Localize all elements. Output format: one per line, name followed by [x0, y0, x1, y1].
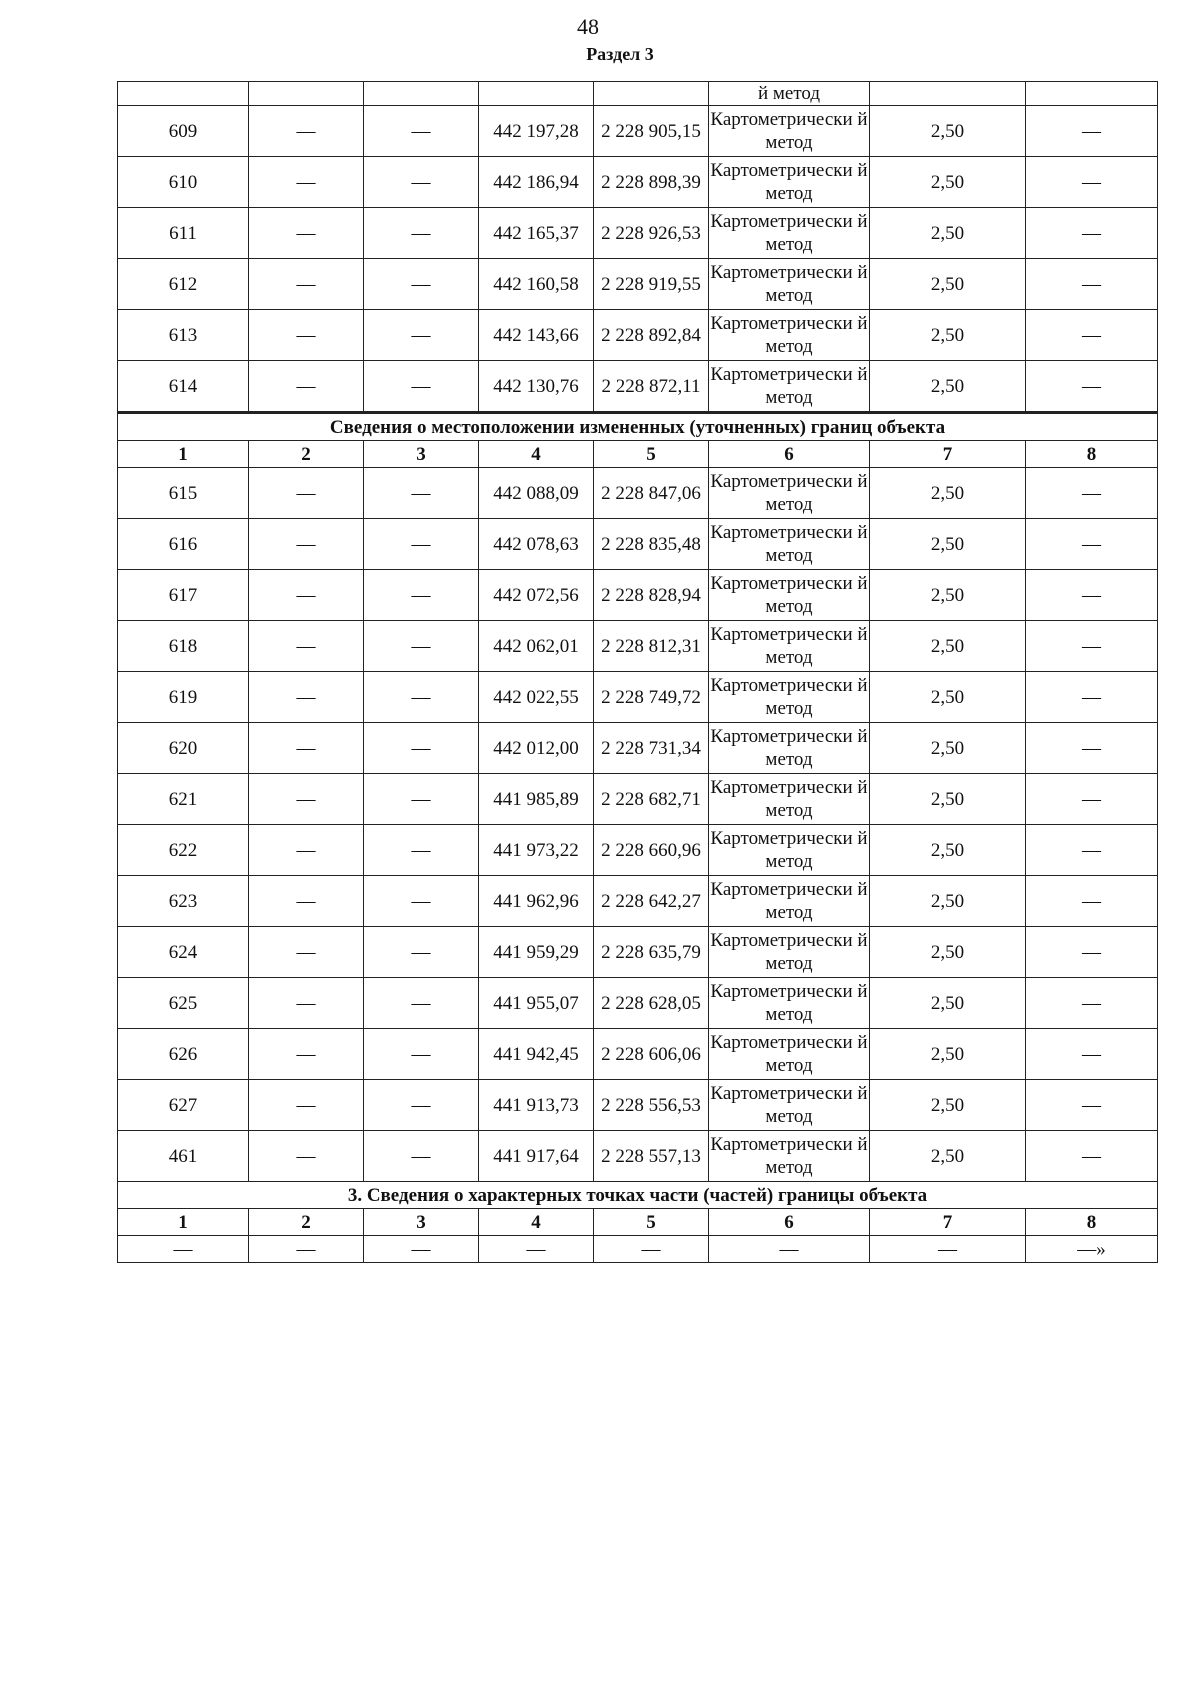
x-coordinate-cell: 442 088,09 — [479, 468, 594, 519]
column-number-cell: 8 — [1026, 1209, 1158, 1236]
y-coordinate-cell: 2 228 847,06 — [594, 468, 709, 519]
y-coordinate-cell: 2 228 557,13 — [594, 1131, 709, 1182]
y-coordinate-cell: 2 228 749,72 — [594, 672, 709, 723]
col-3-cell: — — [364, 259, 479, 310]
y-coordinate-cell: 2 228 628,05 — [594, 978, 709, 1029]
table-row — [118, 361, 1158, 413]
method-cell: Картометрически й метод — [709, 259, 870, 310]
accuracy-cell: 2,50 — [870, 621, 1026, 672]
table-row — [118, 570, 1158, 621]
column-number-cell: 6 — [709, 1209, 870, 1236]
col-8-cell: — — [1026, 468, 1158, 519]
y-coordinate-cell: 2 228 892,84 — [594, 310, 709, 361]
col-2-cell: — — [249, 570, 364, 621]
x-coordinate-cell: 441 942,45 — [479, 1029, 594, 1080]
accuracy-cell: 2,50 — [870, 208, 1026, 259]
method-cell: Картометрически й метод — [709, 1029, 870, 1080]
col-8-cell: — — [1026, 310, 1158, 361]
x-coordinate-cell: 441 985,89 — [479, 774, 594, 825]
column-number-row — [118, 441, 1158, 468]
accuracy-cell: 2,50 — [870, 927, 1026, 978]
x-coordinate-cell: 442 143,66 — [479, 310, 594, 361]
x-coordinate-cell: 441 973,22 — [479, 825, 594, 876]
table-row — [118, 310, 1158, 361]
x-coordinate-cell: 442 130,76 — [479, 361, 594, 413]
point-number-cell: 610 — [118, 157, 249, 208]
table-row — [118, 1080, 1158, 1131]
accuracy-cell: 2,50 — [870, 1080, 1026, 1131]
table-row — [118, 876, 1158, 927]
col-3-cell: — — [364, 1080, 479, 1131]
y-coordinate-cell: 2 228 898,39 — [594, 157, 709, 208]
table-row — [118, 672, 1158, 723]
col-2-cell: — — [249, 927, 364, 978]
point-number-cell: 609 — [118, 106, 249, 157]
section-heading: Сведения о местоположении измененных (уточненных) границ объекта — [118, 413, 1158, 441]
y-coordinate-cell: 2 228 606,06 — [594, 1029, 709, 1080]
point-number-cell: 621 — [118, 774, 249, 825]
table-row — [118, 978, 1158, 1029]
accuracy-cell — [870, 82, 1026, 106]
table-row — [118, 106, 1158, 157]
method-cell: Картометрически й метод — [709, 157, 870, 208]
col-2-cell: — — [249, 1236, 364, 1263]
point-number-cell — [118, 82, 249, 106]
col-2-cell: — — [249, 1080, 364, 1131]
col-3-cell: — — [364, 468, 479, 519]
method-cell: — — [709, 1236, 870, 1263]
table-row — [118, 208, 1158, 259]
y-coordinate-cell: 2 228 556,53 — [594, 1080, 709, 1131]
accuracy-cell: 2,50 — [870, 361, 1026, 413]
x-coordinate-cell: — — [479, 1236, 594, 1263]
method-cell: Картометрически й метод — [709, 774, 870, 825]
x-coordinate-cell: 442 197,28 — [479, 106, 594, 157]
col-2-cell: — — [249, 519, 364, 570]
x-coordinate-cell: 442 022,55 — [479, 672, 594, 723]
col-8-cell: — — [1026, 106, 1158, 157]
x-coordinate-cell: 442 186,94 — [479, 157, 594, 208]
point-number-cell: 611 — [118, 208, 249, 259]
column-number-cell: 3 — [364, 1209, 479, 1236]
table-row — [118, 82, 1158, 106]
col-3-cell: — — [364, 1236, 479, 1263]
column-number-cell: 4 — [479, 441, 594, 468]
method-cell: Картометрически й метод — [709, 978, 870, 1029]
col-2-cell: — — [249, 259, 364, 310]
y-coordinate-cell: — — [594, 1236, 709, 1263]
accuracy-cell: 2,50 — [870, 259, 1026, 310]
y-coordinate-cell: 2 228 642,27 — [594, 876, 709, 927]
y-coordinate-cell: 2 228 812,31 — [594, 621, 709, 672]
column-number-cell: 1 — [118, 441, 249, 468]
table-row — [118, 1236, 1158, 1263]
point-number-cell: 614 — [118, 361, 249, 413]
table-body — [118, 82, 1158, 1263]
col-2-cell: — — [249, 361, 364, 413]
column-number-cell: 3 — [364, 441, 479, 468]
col-8-cell: — — [1026, 361, 1158, 413]
col-3-cell: — — [364, 570, 479, 621]
y-coordinate-cell: 2 228 828,94 — [594, 570, 709, 621]
col-2-cell: — — [249, 876, 364, 927]
x-coordinate-cell: 442 012,00 — [479, 723, 594, 774]
col-2-cell: — — [249, 310, 364, 361]
col-3-cell: — — [364, 621, 479, 672]
col-2-cell: — — [249, 106, 364, 157]
table-row — [118, 774, 1158, 825]
table-row — [118, 723, 1158, 774]
column-number-cell: 2 — [249, 1209, 364, 1236]
col-3-cell: — — [364, 774, 479, 825]
method-cell: Картометрически й метод — [709, 723, 870, 774]
col-2-cell: — — [249, 825, 364, 876]
y-coordinate-cell: 2 228 835,48 — [594, 519, 709, 570]
col-3-cell: — — [364, 519, 479, 570]
col-2-cell: — — [249, 723, 364, 774]
col-2-cell: — — [249, 672, 364, 723]
table-row — [118, 259, 1158, 310]
accuracy-cell: 2,50 — [870, 825, 1026, 876]
col-3-cell — [364, 82, 479, 106]
method-cell: Картометрически й метод — [709, 1131, 870, 1182]
point-number-cell: 620 — [118, 723, 249, 774]
point-number-cell: 618 — [118, 621, 249, 672]
x-coordinate-cell: 442 072,56 — [479, 570, 594, 621]
col-8-cell: — — [1026, 259, 1158, 310]
y-coordinate-cell: 2 228 872,11 — [594, 361, 709, 413]
table-row — [118, 825, 1158, 876]
col-2-cell: — — [249, 1029, 364, 1080]
col-3-cell: — — [364, 1029, 479, 1080]
accuracy-cell: 2,50 — [870, 672, 1026, 723]
y-coordinate-cell — [594, 82, 709, 106]
col-8-cell: — — [1026, 208, 1158, 259]
col-3-cell: — — [364, 310, 479, 361]
col-8-cell: — — [1026, 876, 1158, 927]
col-2-cell: — — [249, 157, 364, 208]
col-2-cell: — — [249, 1131, 364, 1182]
accuracy-cell: 2,50 — [870, 468, 1026, 519]
col-3-cell: — — [364, 825, 479, 876]
col-3-cell: — — [364, 927, 479, 978]
section-heading-row — [118, 1182, 1158, 1209]
col-8-cell: — — [1026, 570, 1158, 621]
x-coordinate-cell: 441 913,73 — [479, 1080, 594, 1131]
accuracy-cell: 2,50 — [870, 774, 1026, 825]
table-row — [118, 1029, 1158, 1080]
x-coordinate-cell: 441 959,29 — [479, 927, 594, 978]
col-8-cell: — — [1026, 621, 1158, 672]
point-number-cell: 619 — [118, 672, 249, 723]
col-8-cell: — — [1026, 1131, 1158, 1182]
point-number-cell: 625 — [118, 978, 249, 1029]
method-cell: Картометрически й метод — [709, 876, 870, 927]
y-coordinate-cell: 2 228 682,71 — [594, 774, 709, 825]
col-2-cell: — — [249, 978, 364, 1029]
accuracy-cell: 2,50 — [870, 310, 1026, 361]
x-coordinate-cell: 441 962,96 — [479, 876, 594, 927]
column-number-cell: 5 — [594, 441, 709, 468]
col-8-cell: — — [1026, 723, 1158, 774]
col-8-cell: — — [1026, 978, 1158, 1029]
col-2-cell: — — [249, 621, 364, 672]
accuracy-cell: 2,50 — [870, 157, 1026, 208]
column-number-cell: 1 — [118, 1209, 249, 1236]
table-row — [118, 1131, 1158, 1182]
column-number-cell: 8 — [1026, 441, 1158, 468]
accuracy-cell: 2,50 — [870, 106, 1026, 157]
method-cell: Картометрически й метод — [709, 621, 870, 672]
method-cell: й метод — [709, 82, 870, 106]
x-coordinate-cell: 441 917,64 — [479, 1131, 594, 1182]
point-number-cell: 612 — [118, 259, 249, 310]
col-8-cell: — — [1026, 927, 1158, 978]
col-2-cell: — — [249, 774, 364, 825]
accuracy-cell: 2,50 — [870, 723, 1026, 774]
column-number-row — [118, 1209, 1158, 1236]
point-number-cell: 617 — [118, 570, 249, 621]
x-coordinate-cell: 442 160,58 — [479, 259, 594, 310]
accuracy-cell: 2,50 — [870, 519, 1026, 570]
method-cell: Картометрически й метод — [709, 825, 870, 876]
page-number: 48 — [577, 14, 599, 39]
point-number-cell: 623 — [118, 876, 249, 927]
point-number-cell: 624 — [118, 927, 249, 978]
col-8-cell: — — [1026, 774, 1158, 825]
x-coordinate-cell: 441 955,07 — [479, 978, 594, 1029]
method-cell: Картометрически й метод — [709, 570, 870, 621]
method-cell: Картометрически й метод — [709, 468, 870, 519]
col-3-cell: — — [364, 876, 479, 927]
method-cell: Картометрически й метод — [709, 310, 870, 361]
accuracy-cell: 2,50 — [870, 876, 1026, 927]
table-row — [118, 157, 1158, 208]
method-cell: Картометрически й метод — [709, 519, 870, 570]
col-2-cell: — — [249, 468, 364, 519]
x-coordinate-cell — [479, 82, 594, 106]
col-8-cell: — — [1026, 672, 1158, 723]
col-2-cell — [249, 82, 364, 106]
x-coordinate-cell: 442 165,37 — [479, 208, 594, 259]
col-3-cell: — — [364, 361, 479, 413]
col-8-cell — [1026, 82, 1158, 106]
col-8-cell: — — [1026, 519, 1158, 570]
column-number-cell: 2 — [249, 441, 364, 468]
accuracy-cell: 2,50 — [870, 1131, 1026, 1182]
col-3-cell: — — [364, 1131, 479, 1182]
method-cell: Картометрически й метод — [709, 106, 870, 157]
table-row — [118, 621, 1158, 672]
y-coordinate-cell: 2 228 905,15 — [594, 106, 709, 157]
y-coordinate-cell: 2 228 660,96 — [594, 825, 709, 876]
point-number-cell: 627 — [118, 1080, 249, 1131]
col-8-cell: — — [1026, 825, 1158, 876]
method-cell: Картометрически й метод — [709, 361, 870, 413]
section-title: Раздел 3 — [586, 44, 654, 64]
y-coordinate-cell: 2 228 635,79 — [594, 927, 709, 978]
y-coordinate-cell: 2 228 926,53 — [594, 208, 709, 259]
x-coordinate-cell: 442 078,63 — [479, 519, 594, 570]
col-3-cell: — — [364, 157, 479, 208]
method-cell: Картометрически й метод — [709, 1080, 870, 1131]
column-number-cell: 7 — [870, 1209, 1026, 1236]
col-8-cell: —» — [1026, 1236, 1158, 1263]
y-coordinate-cell: 2 228 731,34 — [594, 723, 709, 774]
point-number-cell: 622 — [118, 825, 249, 876]
accuracy-cell: 2,50 — [870, 978, 1026, 1029]
column-number-cell: 4 — [479, 1209, 594, 1236]
col-8-cell: — — [1026, 1080, 1158, 1131]
table-row — [118, 468, 1158, 519]
point-number-cell: 461 — [118, 1131, 249, 1182]
col-3-cell: — — [364, 978, 479, 1029]
point-number-cell: 616 — [118, 519, 249, 570]
point-number-cell: 615 — [118, 468, 249, 519]
x-coordinate-cell: 442 062,01 — [479, 621, 594, 672]
point-number-cell: 626 — [118, 1029, 249, 1080]
column-number-cell: 5 — [594, 1209, 709, 1236]
col-8-cell: — — [1026, 157, 1158, 208]
col-2-cell: — — [249, 208, 364, 259]
point-number-cell: 613 — [118, 310, 249, 361]
column-number-cell: 6 — [709, 441, 870, 468]
method-cell: Картометрически й метод — [709, 208, 870, 259]
method-cell: Картометрически й метод — [709, 672, 870, 723]
col-3-cell: — — [364, 106, 479, 157]
table-row — [118, 927, 1158, 978]
col-3-cell: — — [364, 672, 479, 723]
column-number-cell: 7 — [870, 441, 1026, 468]
accuracy-cell: 2,50 — [870, 570, 1026, 621]
y-coordinate-cell: 2 228 919,55 — [594, 259, 709, 310]
method-cell: Картометрически й метод — [709, 927, 870, 978]
col-8-cell: — — [1026, 1029, 1158, 1080]
point-number-cell: — — [118, 1236, 249, 1263]
accuracy-cell: 2,50 — [870, 1029, 1026, 1080]
accuracy-cell: — — [870, 1236, 1026, 1263]
section-heading-row — [118, 413, 1158, 441]
table-row — [118, 519, 1158, 570]
col-3-cell: — — [364, 208, 479, 259]
section-heading: 3. Сведения о характерных точках части (частей) границы объекта — [118, 1182, 1158, 1209]
boundary-points-table — [117, 81, 1158, 1263]
col-3-cell: — — [364, 723, 479, 774]
